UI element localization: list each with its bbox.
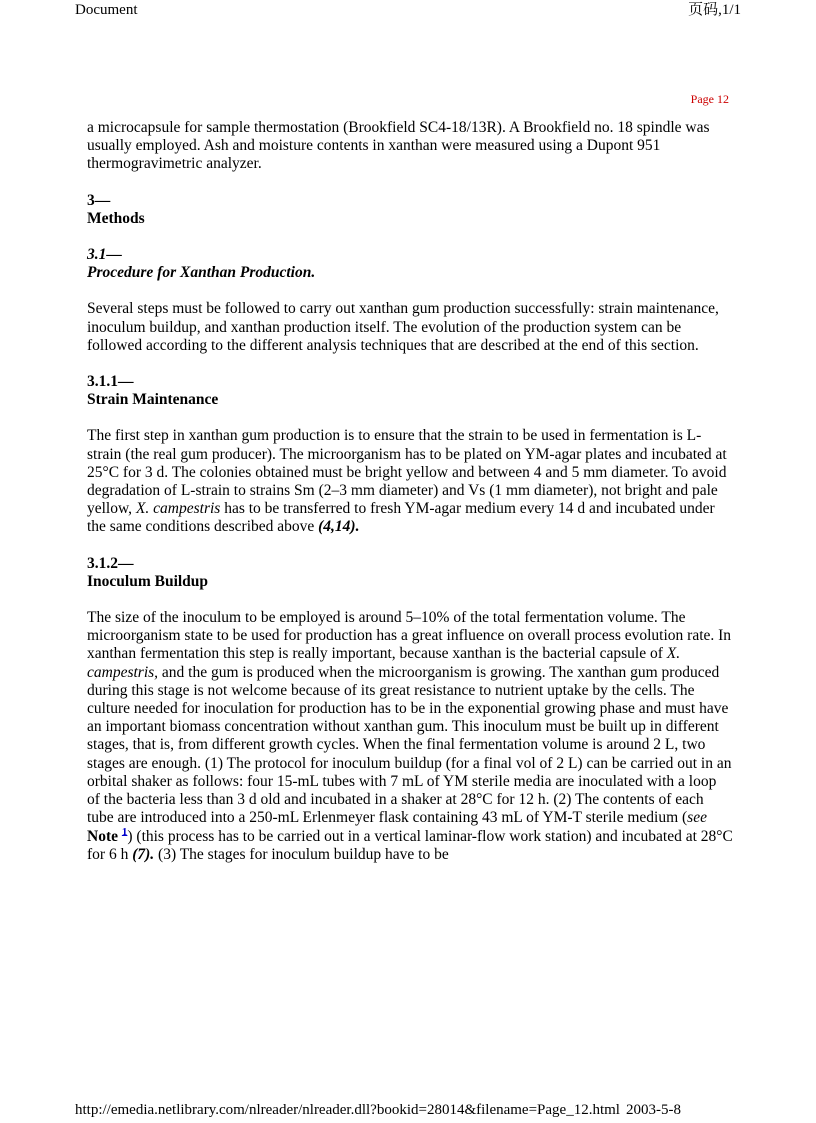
text-run: ) (this process has to be carried out in a vertical laminar-flow work station) and incubated at 28°C for 6 h [87,827,733,863]
section-heading-methods [87,192,733,228]
section-number: 3.1— [87,246,122,264]
section-title: Strain Maintenance [87,391,219,409]
species-name: X. campestris, [87,645,681,681]
text-run: (3) The stages for inoculum buildup have to be [154,845,449,863]
see-word: see [687,809,707,827]
footer-url: http://emedia.netlibrary.com/nlreader/nlreader.dll?bookid=28014&filename=Page_12.html [75,1102,620,1118]
header-page-counter: 页码,1/1 [688,2,741,18]
paragraph-analysis-methods: a microcapsule for sample thermostation (Brookfield SC4-18/13R). A Brookfield no. 18 spindle was usually employed. Ash and moisture contents in xanthan were measured using a Dupont 951 thermogravimetric analyzer. [87,119,710,173]
section-number: 3.1.2— [87,554,134,572]
text-run: The size of the inoculum to be employed is around 5–10% of the total fermentation volume. The microorganism state to be used for production has a great influence on overall process evolution rate. In xanthan fermentation this step is really important, because xanthan is the bacterial capsule of [87,609,732,663]
section-title: Inoculum Buildup [87,572,209,590]
citation-reference[interactable]: (7). [132,845,155,863]
section-heading-inoculum-buildup [87,555,733,591]
citation-reference[interactable]: (4,14). [318,518,360,536]
section-number: 3.1.1— [87,373,134,391]
section-title: Methods [87,209,145,227]
section-heading-strain-maintenance [87,373,733,409]
note-word: Note [87,827,118,845]
section-number: 3— [87,191,111,209]
paragraph-procedure-overview: Several steps must be followed to carry out xanthan gum production successfully: strain maintenance, inoculum buildup, and xanthan production itself. The evolution of the production system can be followed according to the different analysis techniques that are described at the end of this section. [87,300,719,354]
document-body [87,119,733,882]
text-run: The first step in xanthan gum production is to ensure that the strain to be used in fermentation is L-strain (the real gum producer). The microorganism has to be plated on YM-agar plates and incubated at 25°C for 3 d. The colonies obtained must be bright yellow and between 4 and 5 mm diameter. To avoid degradation of L-strain to strains Sm (2–3 mm diameter) and Vs (1 mm diameter), not bright and pale yellow, [87,427,727,518]
text-run: has to be transferred to fresh YM-agar medium every 14 d and incubated under the same conditions described above [87,500,715,536]
section-heading-xanthan-production [87,246,733,282]
text-run: and the gum is produced when the microorganism is growing. The xanthan gum produced during this stage is not welcome because of its great resistance to nutrient uptake by the cells. The culture needed for inoculation for production has to be in the exponential growing phase and must have an important biomass concentration without xanthan gum. This inoculum must be built up in different stages, that is, from different growth cycles. When the final fermentation volume is around 2 L, two stages are enough. (1) The protocol for inoculum buildup (for a final vol of 2 L) can be carried out in an orbital shaker as follows: four 15-mL tubes with 7 mL of YM sterile media are inoculated with a loop of the bacteria less than 3 d old and incubated in a shaker at 28°C for 12 h. (2) The contents of each tube are introduced into a 250-mL Erlenmeyer flask containing 43 mL of YM-T sterile medium ( [87,663,732,827]
header-document-title: Document [75,2,138,18]
footer-date: 2003-5-8 [625,1102,681,1118]
paragraph-inoculum-buildup [87,609,733,864]
note-link[interactable]: 1 [121,825,128,838]
page-number-label: Page 12 [690,92,729,106]
footer [75,1100,681,1120]
species-name: X. campestris [135,500,221,518]
paragraph-strain-maintenance [87,427,733,536]
section-title: Procedure for Xanthan Production. [87,264,316,282]
